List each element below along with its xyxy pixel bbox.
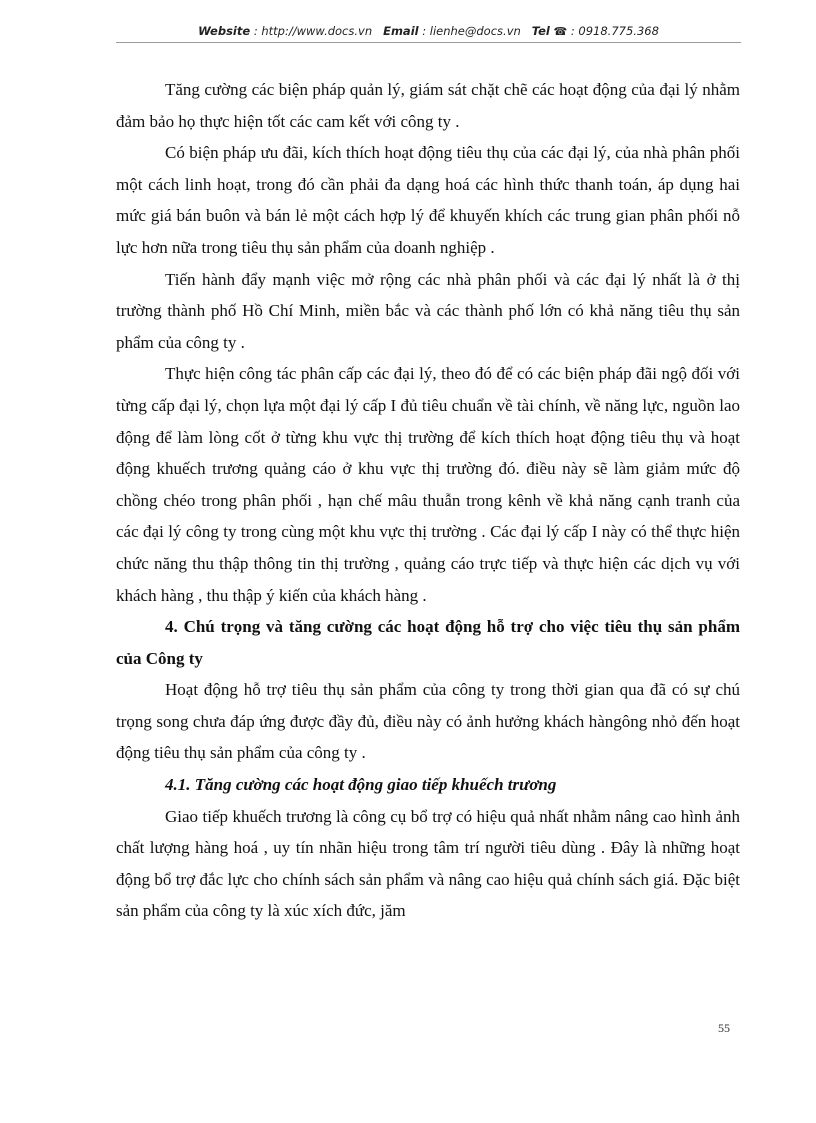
section-paragraph: Hoạt động hỗ trợ tiêu thụ sản phẩm của công ty trong thời gian qua đã có sự chú trọng song chưa đáp ứng được đầy đủ, điều này có ảnh hưởng khách hàngông nhỏ đến hoạt động tiêu thụ sản phẩm của công ty .: [116, 680, 740, 763]
body-paragraph: Có biện pháp ưu đãi, kích thích hoạt động tiêu thụ của các đại lý, của nhà phân phối một cách linh hoạt, trong đó cần phải đa dạng hoá các hình thức thanh toán, áp dụng hai mức giá bán buôn và bán lẻ một cách hợp lý để khuyến khích các trung gian phân phối nỗ lực hơn nữa trong tiêu thụ sản phẩm của doanh nghiệp .: [116, 143, 740, 257]
website-value: : http://www.docs.vn: [253, 24, 373, 38]
email-value: : lienhe@docs.vn: [422, 24, 521, 38]
document-body: [116, 74, 740, 927]
body-paragraph: Tăng cường các biện pháp quản lý, giám sát chặt chẽ các hoạt động của đại lý nhằm đảm bảo họ thực hiện tốt các cam kết với công ty .: [116, 80, 740, 131]
subsection-paragraph: Giao tiếp khuếch trương là công cụ bổ trợ có hiệu quả nhất nhằm nâng cao hình ảnh chất lượng hàng hoá , uy tín nhãn hiệu trong tâm trí người tiêu dùng . Đây là những hoạt động bổ trợ đắc lực cho chính sách sản phẩm và nâng cao hiệu quả chính sách giá. Đặc biệt sản phẩm của công ty là xúc xích đức, jăm: [116, 806, 740, 921]
website-label: Website: [198, 24, 251, 38]
phone-icon: ☎: [553, 25, 568, 38]
page-number: 55: [718, 1021, 730, 1035]
tel-value: : 0918.775.368: [570, 24, 659, 38]
header-divider: [116, 42, 741, 43]
tel-label: Tel: [531, 24, 550, 38]
subsection-heading: 4.1. Tăng cường các hoạt động giao tiếp khuếch trương: [165, 775, 557, 795]
page-header: [116, 24, 741, 38]
body-paragraph: Tiến hành đẩy mạnh việc mở rộng các nhà phân phối và các đại lý nhất là ở thị trường thành phố Hồ Chí Minh, miền bắc và các thành phố lớn có khả năng tiêu thụ sản phẩm của công ty .: [116, 269, 740, 352]
body-paragraph: Thực hiện công tác phân cấp các đại lý, theo đó để có các biện pháp đãi ngộ đối với từng cấp đại lý, chọn lựa một đại lý cấp I đủ tiêu chuẩn về tài chính, về năng lực, nguồn lao động để làm lòng cốt ở từng khu vực thị trường để kích thích hoạt động tiêu thụ và hoạt động khuếch trương quảng cáo ở khu vực thị trường đó. điều này sẽ làm giảm mức độ chồng chéo trong phân phối , hạn chế mâu thuẫn trong kênh về khả năng cạnh tranh của các đại lý công ty trong cùng một khu vực thị trường . Các đại lý cấp I này có thể thực hiện chức năng thu thập thông tin thị trường , quảng cáo trực tiếp và thực hiện các dịch vụ với khách hàng , thu thập ý kiến của khách hàng .: [116, 364, 740, 605]
email-label: Email: [383, 24, 419, 38]
section-heading: 4. Chú trọng và tăng cường các hoạt động hỗ trợ cho việc tiêu thụ sản phẩm của Công ty: [116, 617, 740, 668]
